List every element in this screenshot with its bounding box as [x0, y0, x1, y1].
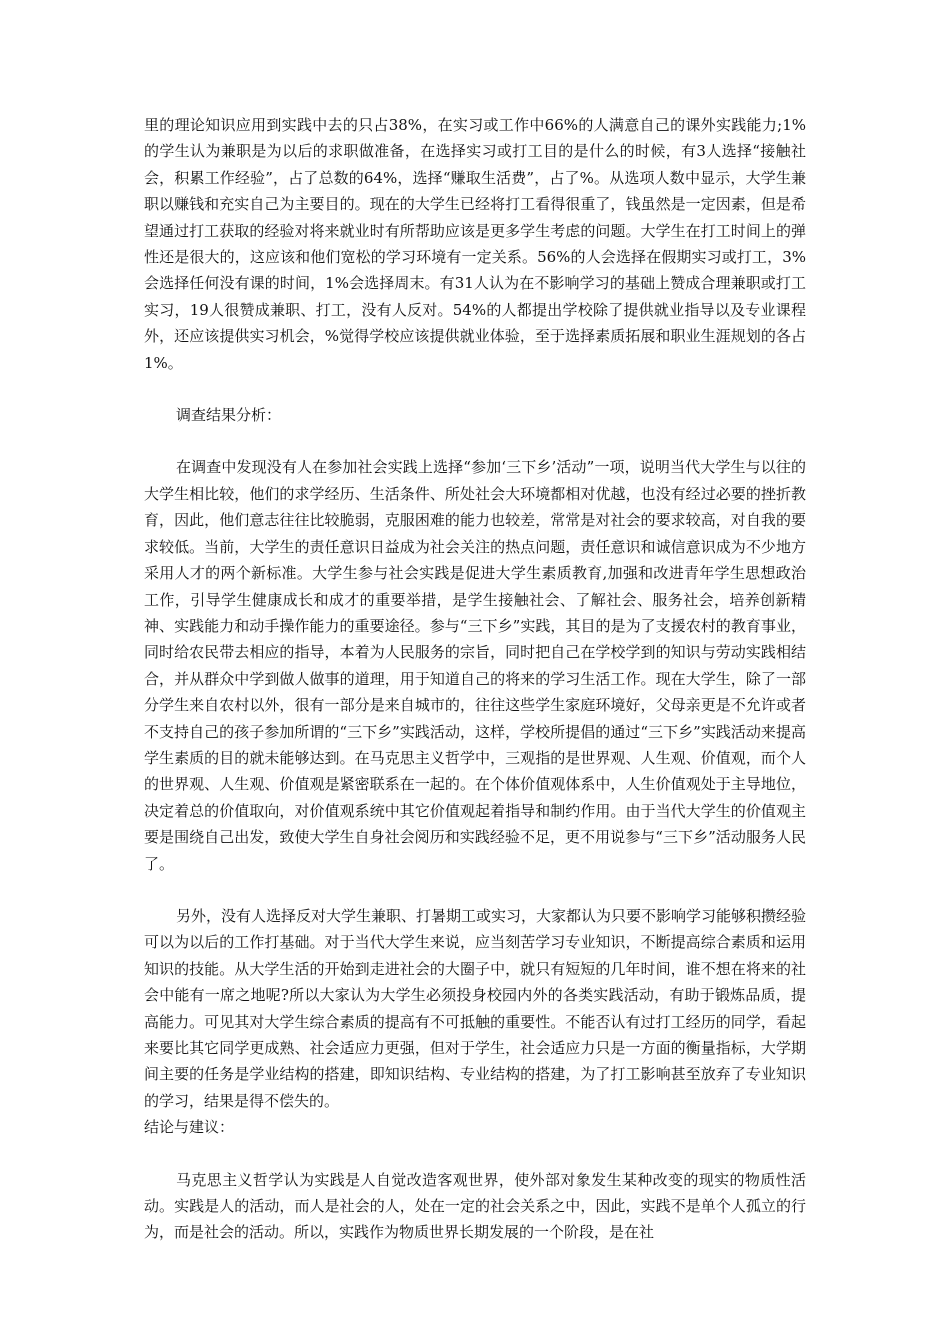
paragraph-analysis-parttime: 另外，没有人选择反对大学生兼职、打暑期工或实习，大家都认为只要不影响学习能够积攒经验可以为以后的工作打基础。对于当代大学生来说，应当刻苦学习专业知识，不断提高综合素质和运用知识的技能。从大学生活的开始到走进社会的大圈子中，就只有短短的几年时间，谁不想在将来的社会中能有一席之地呢?所以大家认为大学生必须投身校园内外的各类实践活动，有助于锻炼品质，提高能力。可见其对大学生综合素质的提高有不可抵触的重要性。不能否认有过打工经历的同学，看起来要比其它同学更成熟、社会适应力更强，但对于学生，社会适应力只是一方面的衡量指标，大学期间主要的任务是学业结构的搭建，即知识结构、专业结构的搭建，为了打工影响甚至放弃了专业知识的学习，结果是得不偿失的。	[144, 906, 807, 1110]
section-heading-conclusion: 结论与建议：	[144, 1118, 235, 1137]
paragraph-conclusion: 马克思主义哲学认为实践是人自觉改造客观世界，使外部对象发生某种改变的现实的物质性活动。实践是人的活动，而人是社会的人，处在一定的社会关系之中，因此，实践不是单个人孤立的行为，而是社会的活动。所以，实践作为物质世界长期发展的一个阶段，是在社	[144, 1170, 806, 1242]
paragraph-spacer	[144, 428, 806, 454]
paragraph-spacer	[144, 376, 806, 402]
paragraph-survey-results: 里的理论知识应用到实践中去的只占38%，在实习或工作中66%的人满意自己的课外实践能力;1%的学生认为兼职是为以后的求职做准备，在选择实习或打工目的是什么的时候，有3人选择“接触社会，积累工作经验”，占了总数的64%，选择“赚取生活费”，占了%。从选项人数中显示，大学生兼职以赚钱和充实自己为主要目的。现在的大学生已经将打工看得很重了，钱虽然是一定因素，但是希望通过打工获取的经验对将来就业时有所帮助应该是更多学生考虑的问题。大学生在打工时间上的弹性还是很大的，这应该和他们宽松的学习环境有一定关系。56%的人会选择在假期实习或打工，3%会选择任何没有课的时间，1%会选择周末。有31人认为在不影响学习的基础上赞成合理兼职或打工实习，19人很赞成兼职、打工，没有人反对。54%的人都提出学校除了提供就业指导以及专业课程外，还应该提供实习机会，%觉得学校应该提供就业体验，至于选择素质拓展和职业生涯规划的各占1%。	[144, 116, 806, 372]
paragraph-analysis-sanxiaxiang: 在调查中发现没有人在参加社会实践上选择“参加‘三下乡’活动”一项，说明当代大学生与以往的大学生相比较，他们的求学经历、生活条件、所处社会大环境都相对优越，也没有经过必要的挫折教育，因此，他们意志往往比较脆弱，克服困难的能力也较差，常常是对社会的要求较高，对自我的要求较低。当前，大学生的责任意识日益成为社会关注的热点问题，责任意识和诚信意识成为不少地方采用人才的两个新标准。大学生参与社会实践是促进大学生素质教育,加强和改进青年学生思想政治工作，引导学生健康成长和成才的重要举措，是学生接触社会、了解社会、服务社会，培养创新精神、实践能力和动手操作能力的重要途径。参与“三下乡”实践，其目的是为了支援农村的教育事业，同时给农民带去相应的指导，本着为人民服务的宗旨，同时把自己在学校学到的知识与劳动实践相结合，并从群众中学到做人做事的道理，用于知道自己的将来的学习生活工作。现在大学生，除了一部分学生来自农村以外，很有一部分是来自城市的，往往这些学生家庭环境好，父母亲更是不允许或者不支持自己的孩子参加所谓的“三下乡”实践活动，这样，学校所提倡的通过“三下乡”实践活动来提高学生素质的目的就未能够达到。在马克思主义哲学中，三观指的是世界观、人生观、价值观，而个人的世界观、人生观、价值观是紧密联系在一起的。在个体价值观体系中，人生价值观处于主导地位，决定着总的价值取向，对价值观系统中其它价值观起着指导和制约作用。由于当代大学生的价值观主要是围绕自己出发，致使大学生自身社会阅历和实践经验不足，更不用说参与“三下乡”活动服务人民了。	[144, 458, 806, 873]
paragraph-spacer	[144, 1141, 806, 1167]
document-page	[144, 112, 806, 1246]
section-heading-analysis: 调查结果分析：	[176, 406, 282, 425]
paragraph-spacer	[144, 877, 806, 903]
